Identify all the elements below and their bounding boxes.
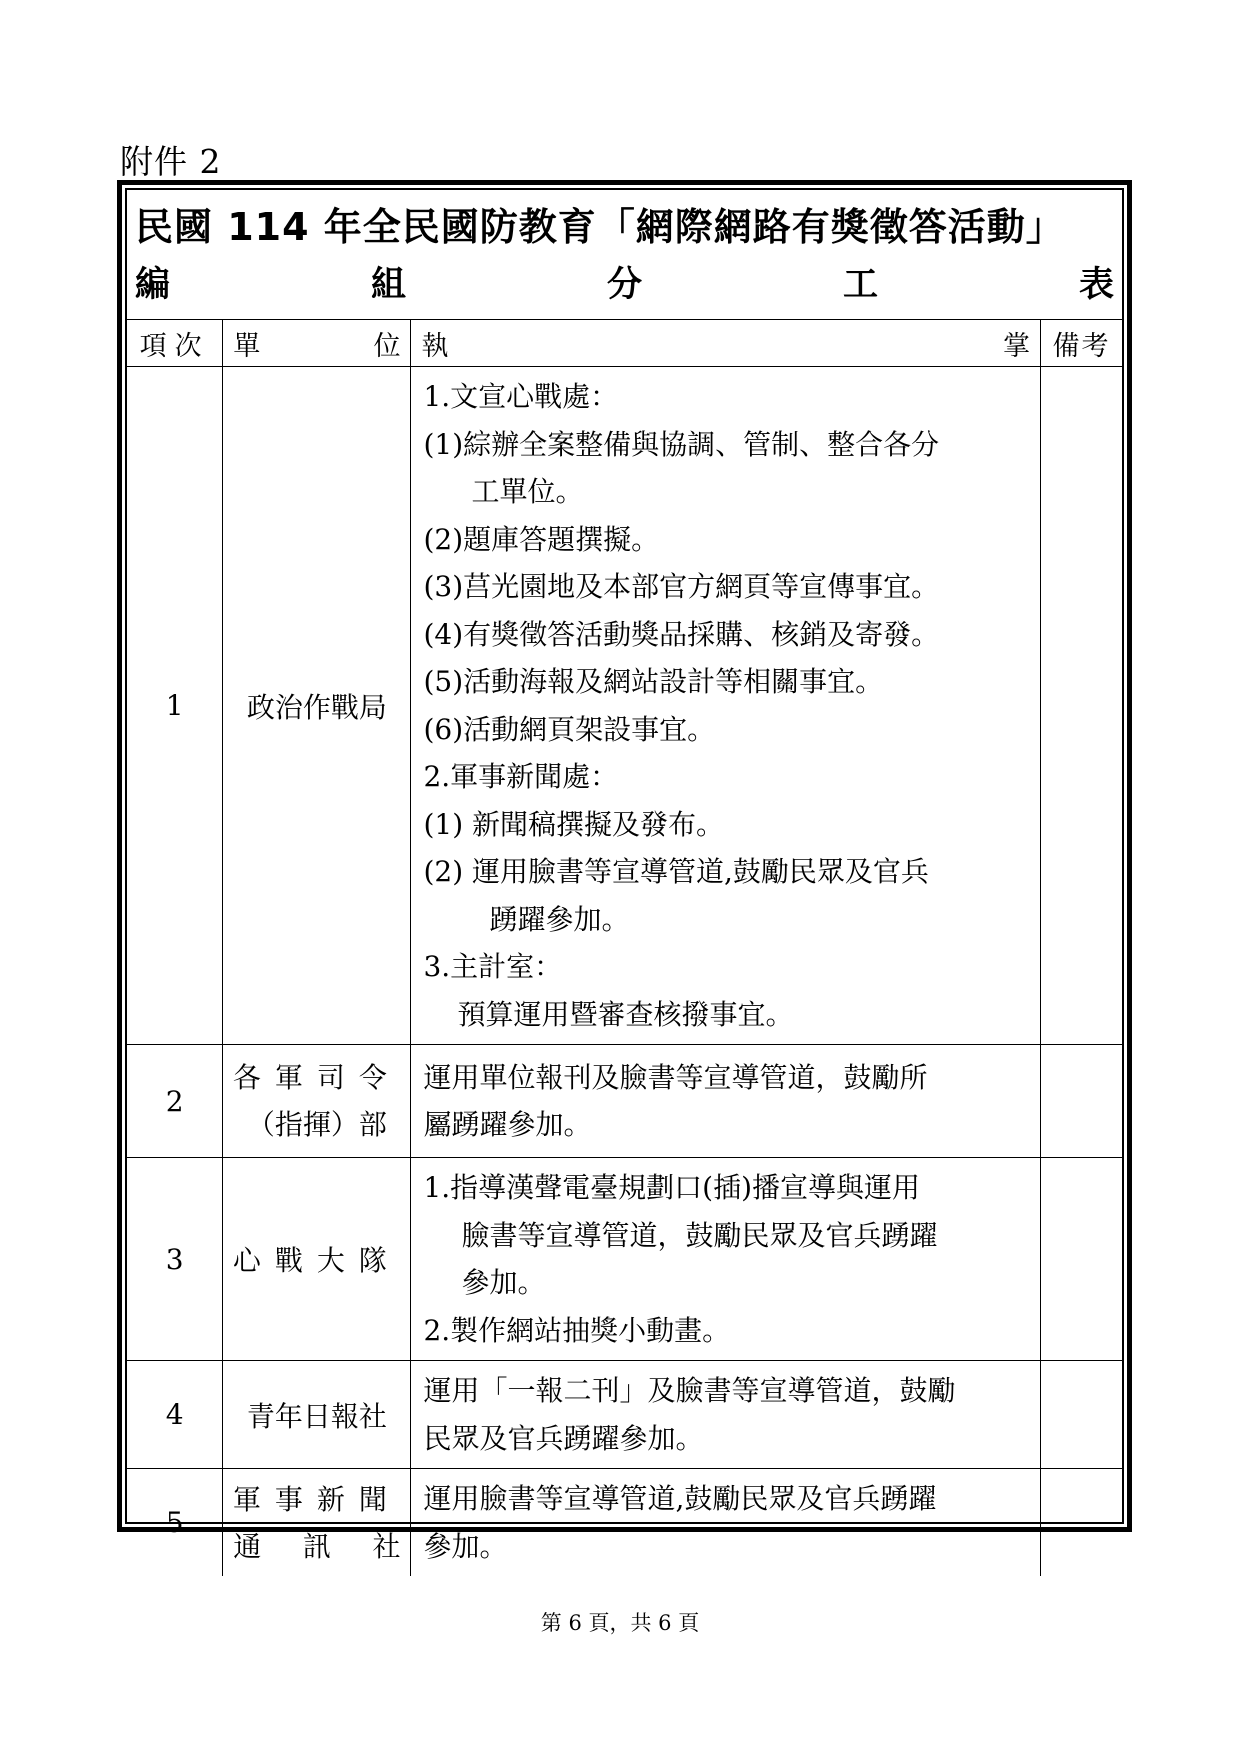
- row-number: 5: [127, 1469, 223, 1577]
- row-unit-line: （指揮）部: [246, 1108, 387, 1141]
- row-duties: [411, 1158, 1041, 1361]
- duty-line: 運用「一報二刊」及臉書等宣導管道，鼓勵: [423, 1374, 956, 1407]
- row-unit: [223, 1045, 411, 1158]
- duty-line: 屬踴躍參加。: [423, 1108, 592, 1141]
- header-unit-right: 位: [373, 330, 401, 362]
- row-unit-char: 通: [233, 1529, 262, 1563]
- row-unit-char: 社: [372, 1529, 401, 1563]
- header-unit-left: 單: [233, 330, 261, 362]
- title-char: 表: [1078, 264, 1114, 305]
- title-char: 編: [135, 264, 171, 305]
- table-row: [127, 367, 1122, 1045]
- row-unit: 青年日報社: [223, 1361, 411, 1469]
- duty-line: (2) 運用臉書等宣導管道,鼓勵民眾及官兵: [423, 855, 929, 888]
- row-number: 1: [127, 367, 223, 1045]
- duty-line: (1) 新聞稿撰擬及發布。: [423, 807, 725, 841]
- row-unit-char: 訊: [302, 1529, 331, 1563]
- duty-line: (1)綜辦全案整備與協調、管制、整合各分: [423, 427, 940, 461]
- duty-line: 踴躍參加。: [489, 902, 630, 936]
- header-unit: [223, 320, 411, 367]
- row-unit-line: [223, 1523, 410, 1570]
- duty-line: (2)題庫答題撰擬。: [423, 522, 660, 556]
- title-char: 組: [370, 264, 406, 305]
- duty-line: 2.軍事新聞處：: [423, 760, 619, 793]
- duty-line: (4)有獎徵答活動獎品採購、核銷及寄發。: [423, 617, 940, 651]
- row-duties: [411, 1361, 1041, 1469]
- header-row: [127, 320, 1122, 367]
- duty-line: 1.指導漢聲電臺規劃口(插)播宣導與運用: [423, 1171, 921, 1204]
- assignment-table: [127, 190, 1122, 1576]
- attachment-label: 附件 2: [120, 142, 222, 181]
- row-number: 2: [127, 1045, 223, 1158]
- header-duty-right: 掌: [1003, 330, 1030, 362]
- row-unit-line: 軍事新聞: [232, 1482, 401, 1516]
- row-unit: 政治作戰局: [223, 367, 411, 1045]
- row-unit: 心戰大隊: [223, 1158, 411, 1361]
- duty-line: 預算運用暨審查核撥事宜。: [457, 997, 794, 1031]
- duty-line: 2.製作網站抽獎小動畫。: [423, 1313, 731, 1347]
- table-row: [127, 1469, 1122, 1577]
- header-duty: [411, 320, 1041, 367]
- header-duty-left: 執: [421, 330, 449, 362]
- page-footer: 第 6 頁，共 6 頁: [540, 1611, 700, 1635]
- title-line1: 民國 114 年全民國防教育「網際網路有獎徵答活動」: [135, 204, 1065, 249]
- duty-line: 民眾及官兵踴躍參加。: [423, 1421, 704, 1455]
- row-duties: [411, 1045, 1041, 1158]
- duty-line: 運用臉書等宣導管道,鼓勵民眾及官兵踴躍: [423, 1482, 937, 1515]
- header-remarks: 備考: [1041, 320, 1123, 367]
- duty-line: (6)活動網頁架設事宜。: [423, 712, 716, 746]
- duty-line: 參加。: [423, 1529, 508, 1563]
- row-duties: [411, 1469, 1041, 1577]
- title-line2: [135, 257, 1114, 313]
- row-remark: [1041, 1158, 1123, 1361]
- row-remark: [1041, 1361, 1123, 1469]
- duty-line: 3.主計室：: [423, 950, 563, 983]
- header-item: 項次: [127, 320, 223, 367]
- table-row: [127, 1045, 1122, 1158]
- title-char: 分: [606, 264, 642, 305]
- duty-line: 參加。: [461, 1266, 546, 1299]
- row-duties: [411, 367, 1041, 1045]
- duty-line: 運用單位報刊及臉書等宣導管道，鼓勵所: [423, 1060, 928, 1094]
- row-remark: [1041, 367, 1123, 1045]
- duty-line: 工單位。: [471, 475, 584, 508]
- row-number: 3: [127, 1158, 223, 1361]
- table-container: [125, 188, 1124, 1563]
- table-title: [127, 190, 1122, 320]
- duty-line: 1.文宣心戰處：: [423, 380, 619, 413]
- duty-line: 臉書等宣導管道，鼓勵民眾及官兵踴躍: [461, 1218, 938, 1252]
- duty-line: (5)活動海報及網站設計等相關事宜。: [423, 665, 884, 698]
- row-remark: [1041, 1045, 1123, 1158]
- row-remark: [1041, 1469, 1123, 1577]
- title-char: 工: [842, 264, 878, 305]
- document-frame: [117, 180, 1132, 1563]
- table-row: [127, 1158, 1122, 1361]
- row-unit-line: 各軍司令: [232, 1061, 401, 1094]
- table-row: [127, 1361, 1122, 1469]
- duty-line: (3)莒光園地及本部官方網頁等宣傳事宜。: [423, 570, 940, 603]
- row-unit: [223, 1469, 411, 1577]
- row-number: 4: [127, 1361, 223, 1469]
